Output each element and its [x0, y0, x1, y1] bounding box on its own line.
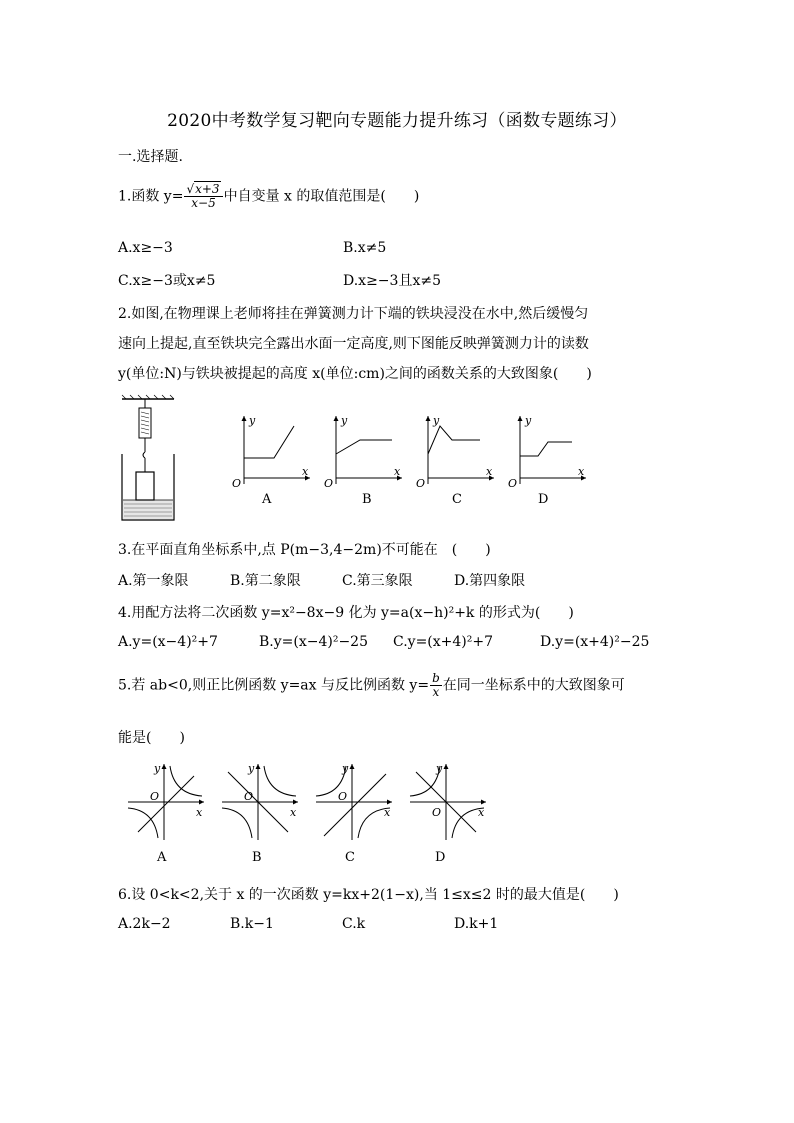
- y-axis-label: y: [154, 762, 161, 775]
- question-3-stem: 3.在平面直角坐标系中,点 P(m−3,4−2m)不可能在 ( ): [118, 542, 491, 558]
- y-axis-label: y: [248, 762, 255, 775]
- x-axis-label: x: [478, 806, 485, 819]
- page-title: 2020中考数学复习靶向专题能力提升练习（函数专题练习）: [167, 111, 627, 131]
- q5-graph-b: [218, 760, 302, 844]
- q5-graph-d-label: D: [435, 850, 446, 865]
- y-axis-label: y: [433, 414, 440, 427]
- x-axis-label: x: [290, 806, 297, 819]
- question-2-line-2: 速向上提起,直至铁块完全露出水面一定高度,则下图能反映弹簧测力计的读数: [118, 336, 589, 352]
- origin-label: O: [432, 806, 442, 819]
- x-axis-label: x: [486, 465, 493, 478]
- x-axis-label: x: [384, 806, 391, 819]
- question-1-option-d: D.x≥−3且x≠5: [343, 273, 441, 289]
- question-5-denominator: x: [432, 685, 440, 700]
- origin-label: O: [324, 477, 334, 488]
- q2-graph-c: [412, 412, 496, 488]
- q2-graph-c-label: C: [452, 492, 462, 507]
- q2-graph-b: [320, 412, 404, 488]
- origin-label: O: [232, 477, 242, 488]
- question-5-suffix: 在同一坐标系中的大致图象可: [442, 677, 625, 694]
- spring-scale-diagram: [118, 394, 178, 524]
- y-axis-label: y: [525, 414, 532, 427]
- question-1-prefix: 1.函数 y=: [118, 188, 184, 205]
- origin-label: O: [416, 477, 426, 488]
- question-4-option-d: D.y=(x+4)²−25: [540, 634, 650, 650]
- question-6-option-b: B.k−1: [230, 916, 274, 932]
- q5-graph-a-label: A: [157, 850, 167, 865]
- q2-graph-b-label: B: [362, 492, 372, 507]
- q2-graph-a: [228, 412, 312, 488]
- origin-label: O: [150, 790, 160, 803]
- x-axis-label: x: [196, 806, 203, 819]
- section-heading: 一.选择题.: [118, 149, 183, 165]
- question-2-line-3: y(单位:N)与铁块被提起的高度 x(单位:cm)之间的函数关系的大致图象( ): [118, 366, 592, 382]
- x-axis-label: x: [302, 465, 309, 478]
- question-5-fraction: [430, 672, 442, 699]
- origin-label: O: [244, 790, 254, 803]
- question-1-option-b: B.x≠5: [343, 240, 387, 256]
- question-1-option-c: C.x≥−3或x≠5: [118, 273, 216, 289]
- origin-label: O: [508, 477, 518, 488]
- question-2-line-1: 2.如图,在物理课上老师将挂在弹簧测力计下端的铁块浸没在水中,然后缓慢匀: [118, 306, 589, 322]
- question-6-option-d: D.k+1: [454, 916, 499, 932]
- y-axis-label: y: [341, 414, 348, 427]
- q2-graph-a-label: A: [262, 492, 272, 507]
- question-1-option-a: A.x≥−3: [118, 240, 173, 256]
- q5-graph-c: [312, 760, 396, 844]
- q2-graph-d: [504, 412, 588, 488]
- question-1-numerator: x+3: [195, 182, 220, 196]
- question-4-option-c: C.y=(x+4)²+7: [393, 634, 494, 650]
- question-5-numerator: b: [432, 671, 440, 685]
- question-4-option-a: A.y=(x−4)²+7: [118, 634, 218, 650]
- question-5-stem: [118, 672, 625, 699]
- question-4-stem: 4.用配方法将二次函数 y=x²−8x−9 化为 y=a(x−h)²+k 的形式为( ): [118, 605, 574, 621]
- question-6-option-a: A.2k−2: [118, 916, 171, 932]
- question-3-option-a: A.第一象限: [118, 573, 189, 589]
- question-5-line-2: 能是( ): [118, 730, 185, 746]
- question-1-denominator: x−5: [191, 196, 216, 211]
- y-axis-label: y: [249, 414, 256, 427]
- q2-graph-d-label: D: [538, 492, 549, 507]
- origin-label: O: [338, 790, 348, 803]
- question-1-stem: [118, 183, 419, 210]
- question-1-fraction: $\frac{√x+3}{x-5}$: [184, 183, 222, 210]
- question-3-option-d: D.第四象限: [454, 573, 526, 589]
- x-axis-label: x: [394, 465, 401, 478]
- x-axis-label: x: [578, 465, 585, 478]
- question-6-stem: 6.设 0<k<2,关于 x 的一次函数 y=kx+2(1−x),当 1≤x≤2 时的最大值是( ): [118, 887, 619, 903]
- q5-graph-b-label: B: [252, 850, 262, 865]
- y-axis-label: y: [436, 762, 443, 775]
- question-5-prefix: 5.若 ab<0,则正比例函数 y=ax 与反比例函数 y=: [118, 677, 430, 694]
- question-3-option-b: B.第二象限: [230, 573, 301, 589]
- question-1-suffix: 中自变量 x 的取值范围是( ): [223, 188, 420, 205]
- y-axis-label: y: [342, 762, 349, 775]
- question-6-option-c: C.k: [342, 916, 366, 932]
- question-3-option-c: C.第三象限: [342, 573, 413, 589]
- question-4-option-b: B.y=(x−4)²−25: [259, 634, 368, 650]
- q5-graph-a: [124, 760, 208, 844]
- q5-graph-d: [406, 760, 490, 844]
- q5-graph-c-label: C: [345, 850, 355, 865]
